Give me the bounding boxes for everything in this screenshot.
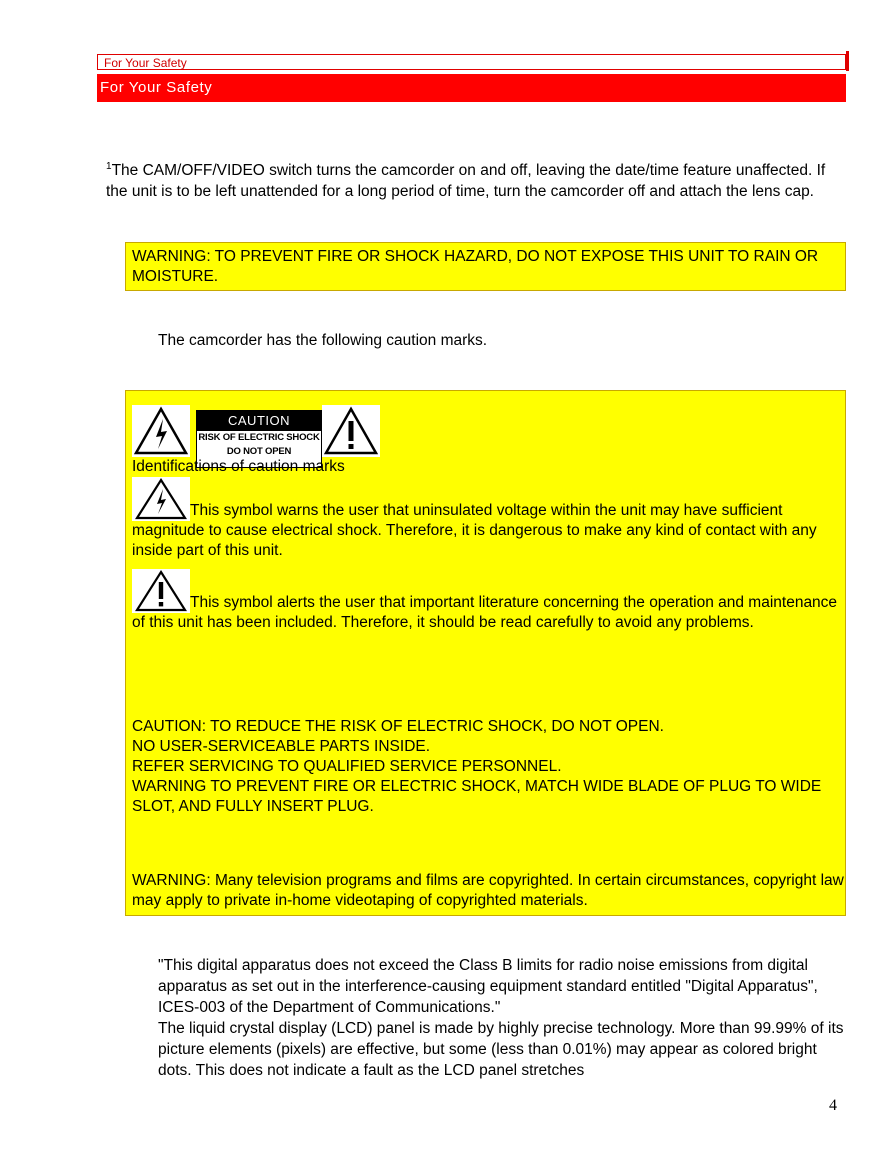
lightning-warning-icon bbox=[132, 405, 190, 457]
moisture-warning-box bbox=[125, 242, 846, 291]
copyright-warning: WARNING: Many television programs and films are copyrighted. In certain circumstances, copyright law may apply to private in-home videotaping of copyrighted materials. bbox=[132, 872, 844, 909]
exclamation-symbol-icon bbox=[132, 569, 190, 613]
electric-shock-caution bbox=[132, 717, 844, 817]
bottom-notes bbox=[158, 955, 848, 1081]
page-number: 4 bbox=[829, 1097, 837, 1114]
lcd-notice: The liquid crystal display (LCD) panel is made by highly precise technology. More than 99.99% of its picture elements (pixels) are effective, but some (less than 0.01%) may appear as colored bright dots. This does not indicate a fault as the LCD panel stretches bbox=[158, 1020, 844, 1079]
lightning-description-text: This symbol warns the user that uninsulated voltage within the unit may have sufficient magnitude to cause electrical shock. Therefore, it is dangerous to make any kind of contact with any inside part of this unit. bbox=[132, 502, 817, 559]
caution-label-title: CAUTION bbox=[197, 411, 321, 431]
caution-marks-box bbox=[125, 390, 846, 916]
identifications-heading: Identifications of caution marks bbox=[132, 458, 345, 475]
exclamation-description bbox=[132, 569, 842, 633]
moisture-warning-text: WARNING: TO PREVENT FIRE OR SHOCK HAZARD, DO NOT EXPOSE THIS UNIT TO RAIN OR MOISTURE. bbox=[132, 248, 819, 285]
header-edge-mark bbox=[846, 51, 849, 71]
intro-paragraph bbox=[106, 156, 841, 202]
footnote-mark: 1 bbox=[106, 161, 112, 172]
caution-label-line1: RISK OF ELECTRIC SHOCK bbox=[198, 432, 320, 443]
lightning-description bbox=[132, 477, 842, 561]
caution-marks-intro: The camcorder has the following caution marks. bbox=[158, 332, 488, 349]
intro-text: The CAM/OFF/VIDEO switch turns the camcorder on and off, leaving the date/time feature unaffected. If the unit is to be left unattended for a long period of time, turn the camcorder off and attach the lens cap. bbox=[106, 162, 826, 200]
header-bar-title: For Your Safety bbox=[97, 74, 846, 102]
caution-line-3: REFER SERVICING TO QUALIFIED SERVICE PERSONNEL. bbox=[132, 758, 562, 775]
caution-line-4: WARNING TO PREVENT FIRE OR ELECTRIC SHOCK, MATCH WIDE BLADE OF PLUG TO WIDE SLOT, AND FULLY INSERT PLUG. bbox=[132, 778, 822, 815]
caution-label-line2: DO NOT OPEN bbox=[226, 446, 292, 457]
caution-line-2: NO USER-SERVICEABLE PARTS INSIDE. bbox=[132, 738, 431, 755]
ices-notice: "This digital apparatus does not exceed the Class B limits for radio noise emissions from digital apparatus as set out in the interference-causing equipment standard entitled "Digital Apparatus", ICES-003 of the Department of Communications." bbox=[158, 957, 818, 1016]
header-small-title: For Your Safety bbox=[97, 54, 846, 70]
exclamation-warning-icon bbox=[322, 405, 380, 457]
exclamation-description-text: This symbol alerts the user that important literature concerning the operation and maintenance of this unit has been included. Therefore, it should be read carefully to avoid any problems. bbox=[132, 594, 838, 631]
caution-line-1: CAUTION: TO REDUCE THE RISK OF ELECTRIC SHOCK, DO NOT OPEN. bbox=[132, 718, 664, 735]
lightning-symbol-icon bbox=[132, 477, 190, 521]
